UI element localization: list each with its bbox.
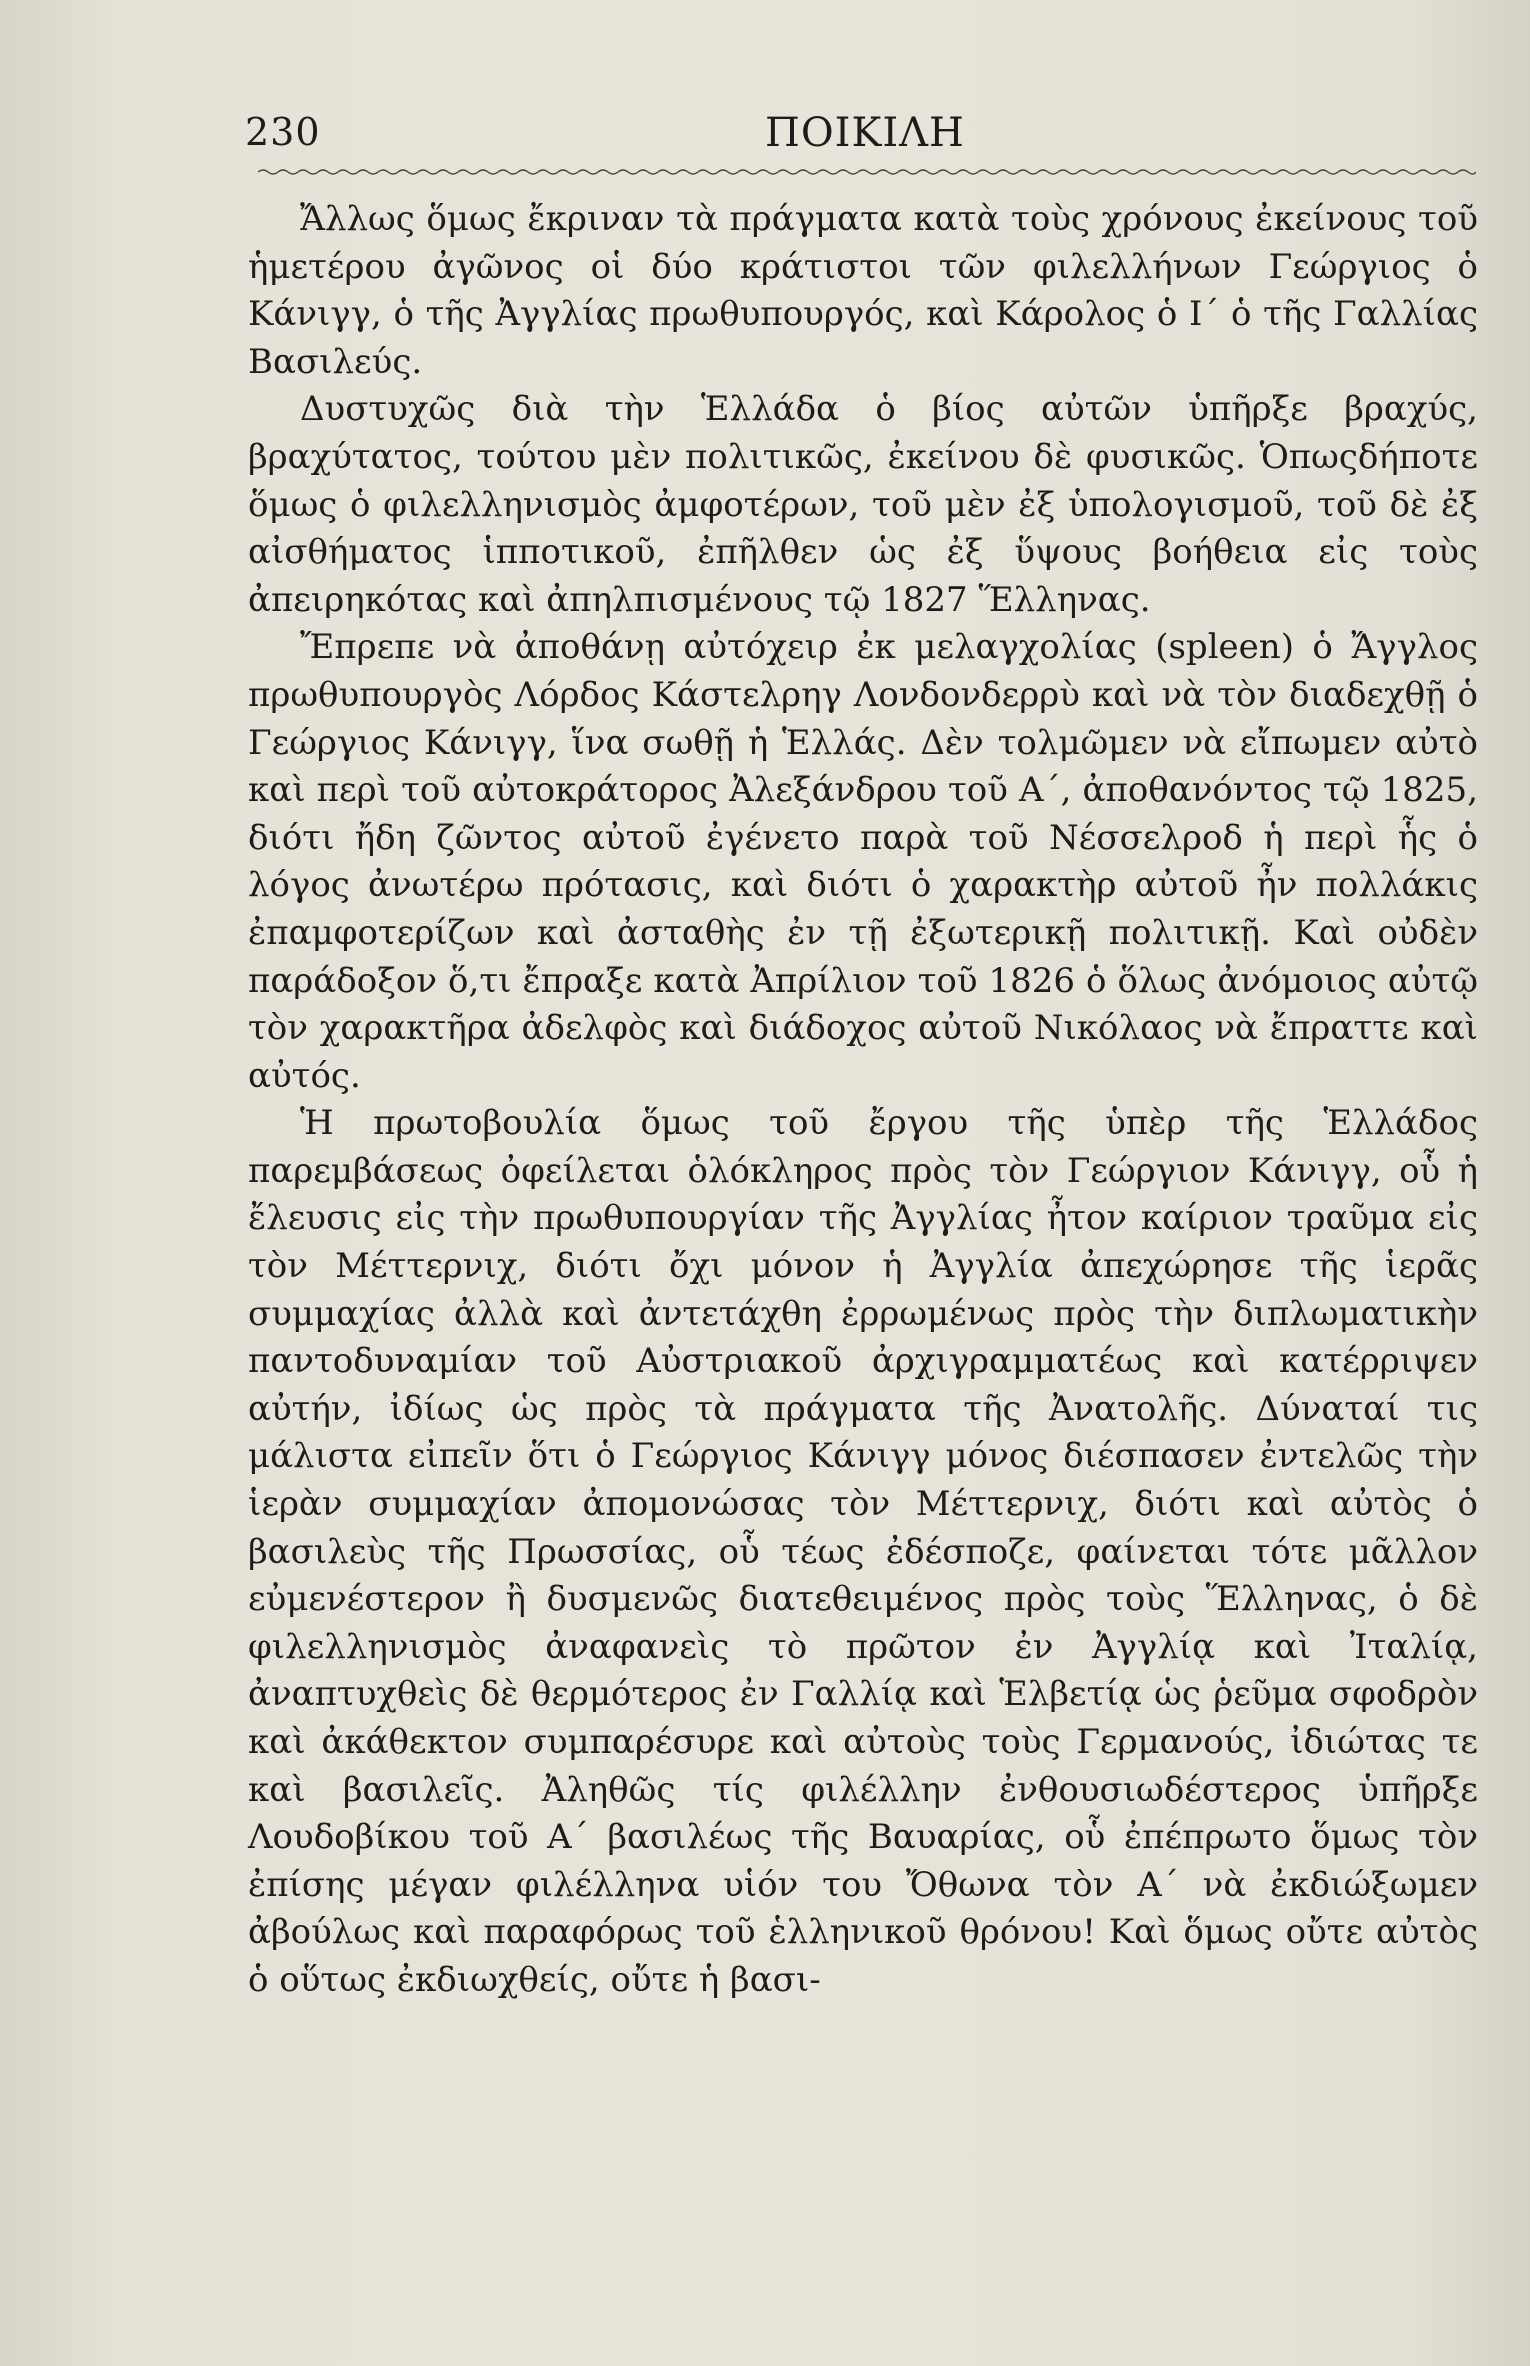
paragraph-2: Δυστυχῶς διὰ τὴν Ἑλλάδα ὁ βίος αὐτῶν ὑπῆρξε βραχύς, βραχύτατος, τούτου μὲν πολιτικῶς, ἐκείνου δὲ φυσικῶς. Ὁπωςδήποτε ὅμως ὁ φιλελληνισμὸς ἀμφοτέρων, τοῦ μὲν ἐξ ὑπολογισμοῦ, τοῦ δὲ ἐξ αἰσθήματος ἱπποτικοῦ, ἐπῆλθεν ὡς ἐξ ὕψους βοήθεια εἰς τοὺς ἀπειρηκότας καὶ ἀπηλπισμένους τῷ 1827 Ἕλληνας. — [248, 389, 1478, 620]
paragraph-3: Ἔπρεπε νὰ ἀποθάνῃ αὐτόχειρ ἐκ μελαγχολίας (spleen) ὁ Ἄγγλος πρωθυπουργὸς Λόρδος Κάστελρηγ Λονδονδερρὺ καὶ νὰ τὸν διαδεχθῇ ὁ Γεώργιος Κάνιγγ, ἵνα σωθῇ ἡ Ἑλλάς. Δὲν τολμῶμεν νὰ εἴπωμεν αὐτὸ καὶ περὶ τοῦ αὐτοκράτορος Ἀλεξάνδρου τοῦ Α΄, ἀποθανόντος τῷ 1825, διότι ἤδη ζῶντος αὐτοῦ ἐγένετο παρὰ τοῦ Νέσσελροδ ἡ περὶ ἧς ὁ λόγος ἀνωτέρω πρότασις, καὶ διότι ὁ χαρακτὴρ αὐτοῦ ἦν πολλάκις ἐπαμφοτερίζων καὶ ἀσταθὴς ἐν τῇ ἐξωτερικῇ πολιτικῇ. Καὶ οὐδὲν παράδοξον ὅ,τι ἔπραξε κατὰ Ἀπρίλιον τοῦ 1826 ὁ ὅλως ἀνόμοιος αὐτῷ τὸν χαρακτῆρα ἀδελφὸς καὶ διάδοχος αὐτοῦ Νικόλαος νὰ ἔπραττε καὶ αὐτός. — [248, 627, 1478, 1096]
page-header — [245, 100, 1485, 160]
page-number: 230 — [245, 110, 321, 154]
body-text — [248, 196, 1478, 2005]
paragraph-1: Ἄλλως ὅμως ἔκριναν τὰ πράγματα κατὰ τοὺς χρόνους ἐκείνους τοῦ ἡμετέρου ἀγῶνος οἱ δύο κράτιστοι τῶν φιλελλήνων Γεώργιος ὁ Κάνιγγ, ὁ τῆς Ἀγγλίας πρωθυπουργός, καὶ Κάρολος ὁ Ι΄ ὁ τῆς Γαλλίας Βασιλεύς. — [248, 199, 1478, 382]
header-wavy-rule — [258, 168, 1476, 176]
paragraph-4: Ἡ πρωτοβουλία ὅμως τοῦ ἔργου τῆς ὑπὲρ τῆς Ἑλλάδος παρεμβάσεως ὀφείλεται ὁλόκληρος πρὸς τὸν Γεώργιον Κάνιγγ, οὗ ἡ ἔλευσις εἰς τὴν πρωθυπουργίαν τῆς Ἀγγλίας ἦτον καίριον τραῦμα εἰς τὸν Μέττερνιχ, διότι ὄχι μόνον ἡ Ἀγγλία ἀπεχώρησε τῆς ἱερᾶς συμμαχίας ἀλλὰ καὶ ἀντετάχθη ἐρρωμένως πρὸς τὴν διπλωματικὴν παντοδυναμίαν τοῦ Αὐστριακοῦ ἀρχιγραμματέως καὶ κατέρριψεν αὐτήν, ἰδίως ὡς πρὸς τὰ πράγματα τῆς Ἀνατολῆς. Δύναταί τις μάλιστα εἰπεῖν ὅτι ὁ Γεώργιος Κάνιγγ μόνος διέσπασεν ἐντελῶς τὴν ἱερὰν συμμαχίαν ἀπομονώσας τὸν Μέττερνιχ, διότι καὶ αὐτὸς ὁ βασιλεὺς τῆς Πρωσσίας, οὗ τέως ἐδέσποζε, φαίνεται τότε μᾶλλον εὐμενέστερον ἢ δυσμενῶς διατεθειμένος πρὸς τοὺς Ἕλληνας, ὁ δὲ φιλελληνισμὸς ἀναφανεὶς τὸ πρῶτον ἐν Ἀγγλίᾳ καὶ Ἰταλίᾳ, ἀναπτυχθεὶς δὲ θερμότερος ἐν Γαλλίᾳ καὶ Ἑλβετίᾳ ὡς ῥεῦμα σφοδρὸν καὶ ἀκάθεκτον συμπαρέσυρε καὶ αὐτοὺς τοὺς Γερμανούς, ἰδιώτας τε καὶ βασιλεῖς. Ἀληθῶς τίς φιλέλλην ἐνθουσιωδέστερος ὑπῆρξε Λουδοβίκου τοῦ Α΄ βασιλέως τῆς Βαυαρίας, οὗ ἐπέπρωτο ὅμως τὸν ἐπίσης μέγαν φιλέλληνα υἱόν του Ὄθωνα τὸν Α΄ νὰ ἐκδιώξωμεν ἀβούλως καὶ παραφόρως τοῦ ἑλληνικοῦ θρόνου! Καὶ ὅμως οὔτε αὐτὸς ὁ οὕτως ἐκδιωχθείς, οὔτε ἡ βασι- — [248, 1103, 1478, 2000]
running-title: ΠΟΙΚΙΛΗ — [765, 110, 965, 156]
